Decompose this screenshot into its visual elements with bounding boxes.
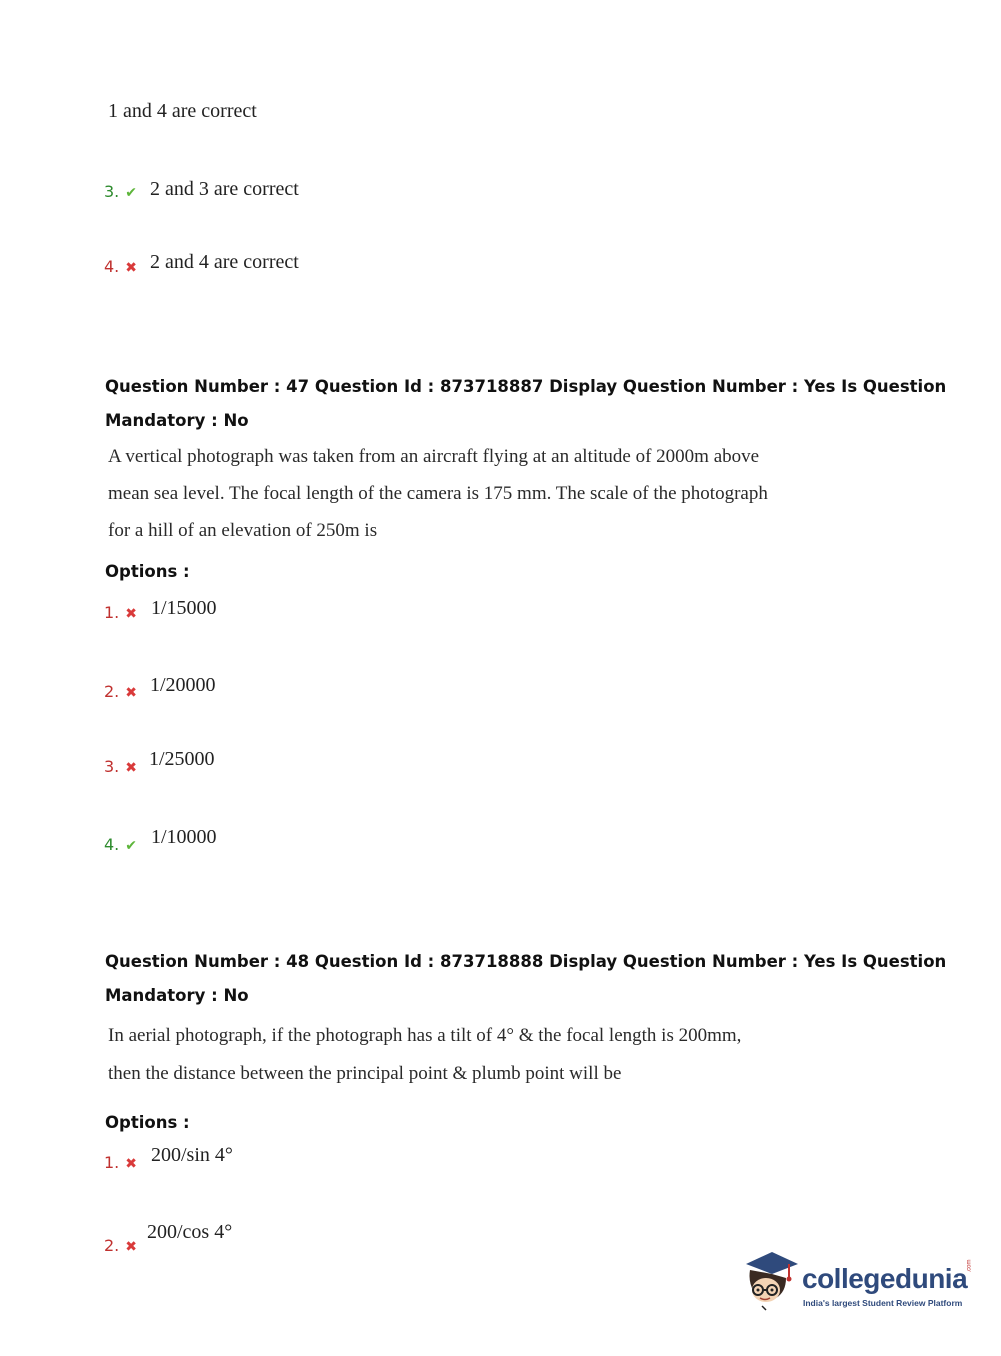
- logo-suffix: .com: [966, 1259, 973, 1273]
- question-text-line: then the distance between the principal point & plumb point will be: [108, 1063, 622, 1084]
- options-label: Options :: [105, 562, 190, 581]
- check-icon: ✔: [125, 185, 137, 201]
- option-text: 2 and 4 are correct: [150, 251, 299, 273]
- option-number: 1.: [104, 603, 120, 622]
- option-text: 1/25000: [149, 748, 215, 770]
- check-icon: ✔: [125, 838, 137, 854]
- cross-icon: ✖: [125, 606, 137, 622]
- option-row: [104, 182, 137, 201]
- option-number: 2.: [104, 1236, 120, 1255]
- cross-icon: ✖: [125, 1156, 137, 1172]
- question-header: Question Number : 48 Question Id : 873718888 Display Question Number : Yes Is Question: [105, 952, 947, 971]
- option-text: 200/sin 4°: [151, 1144, 233, 1166]
- question-text-line: for a hill of an elevation of 250m is: [108, 520, 378, 541]
- cross-icon: ✖: [125, 260, 137, 276]
- option-number: 1.: [104, 1153, 120, 1172]
- question-header-mandatory: Mandatory : No: [105, 986, 249, 1005]
- logo-tagline: India's largest Student Review Platform: [803, 1298, 963, 1308]
- question-text-line: mean sea level. The focal length of the camera is 175 mm. The scale of the photograph: [108, 483, 768, 504]
- option-text: 1/10000: [151, 826, 217, 848]
- cross-icon: ✖: [125, 1239, 137, 1255]
- option-row: [104, 1153, 137, 1172]
- question-text-line: A vertical photograph was taken from an aircraft flying at an altitude of 2000m above: [108, 446, 760, 467]
- logo: [802, 1259, 976, 1295]
- option-row: [104, 603, 137, 622]
- option-number: 4.: [104, 835, 120, 854]
- cross-icon: ✖: [125, 760, 137, 776]
- collegedunia-mascot-icon: [742, 1248, 800, 1312]
- option-row: [104, 757, 137, 776]
- option-text: 1/20000: [150, 674, 216, 696]
- option-text: 1/15000: [151, 597, 217, 619]
- option-text: 200/cos 4°: [147, 1221, 233, 1243]
- option-text: 2 and 3 are correct: [150, 178, 299, 200]
- question-header-mandatory: Mandatory : No: [105, 411, 249, 430]
- option-row: [104, 1236, 137, 1255]
- option-text-partial: 1 and 4 are correct: [108, 100, 257, 122]
- options-label: Options :: [105, 1113, 190, 1132]
- option-number: 2.: [104, 682, 120, 701]
- option-row: [104, 257, 137, 276]
- option-number: 3.: [104, 757, 120, 776]
- question-text-line: In aerial photograph, if the photograph has a tilt of 4° & the focal length is 200mm,: [108, 1025, 742, 1046]
- option-number: 4.: [104, 257, 120, 276]
- option-row: [104, 682, 137, 701]
- cross-icon: ✖: [125, 685, 137, 701]
- logo-name: collegedunia: [802, 1263, 968, 1294]
- option-row: [104, 835, 137, 854]
- question-header: Question Number : 47 Question Id : 873718887 Display Question Number : Yes Is Question: [105, 377, 947, 396]
- option-number: 3.: [104, 182, 120, 201]
